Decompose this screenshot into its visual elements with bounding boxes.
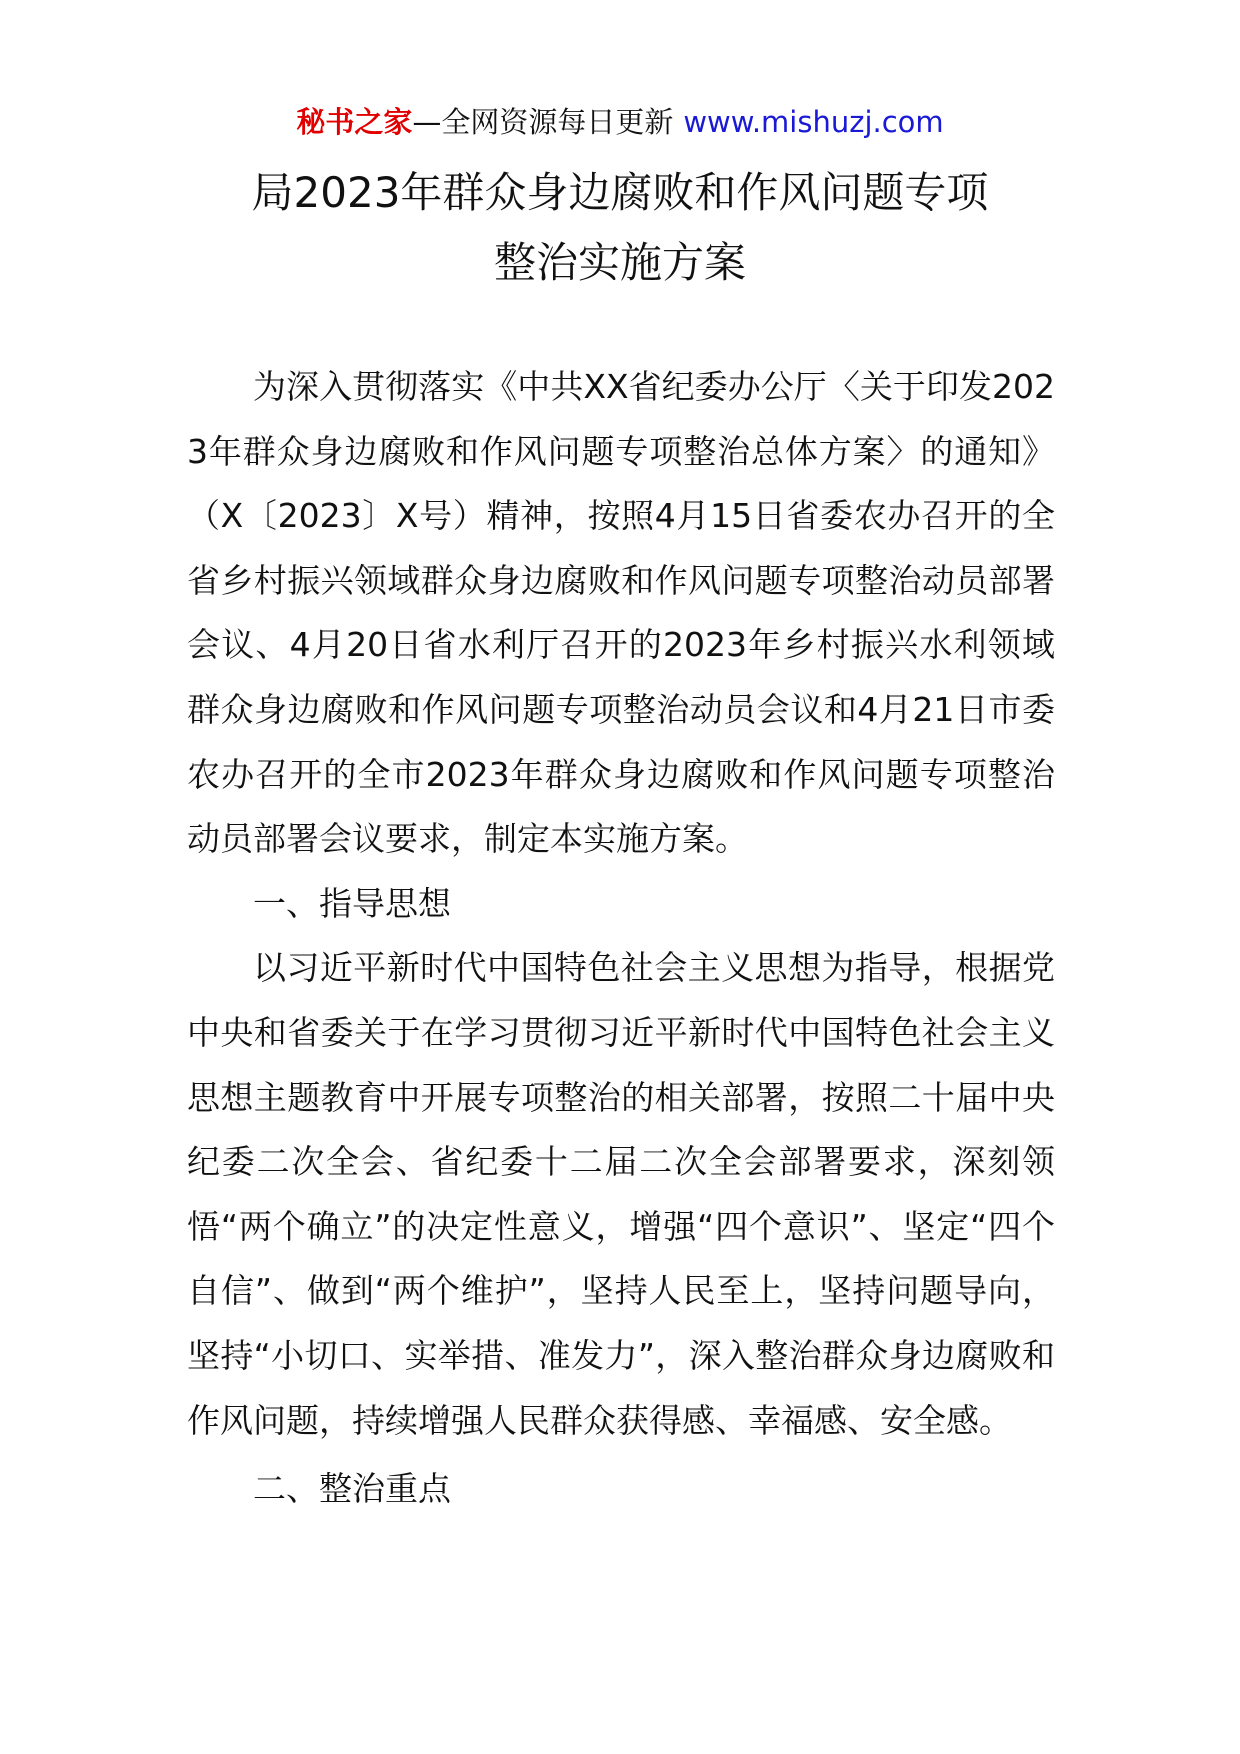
- title-line-2: 整治实施方案: [493, 238, 746, 287]
- document-body: [187, 355, 1055, 1522]
- intro-paragraph: 为深入贯彻落实《中共XX省纪委办公厅〈关于印发2023年群众身边腐败和作风问题专项整治总体方案〉的通知》（X〔2023〕X号）精神，按照4月15日省委农办召开的全省乡村振兴领域群众身边腐败和作风问题专项整治动员部署会议、4月20日省水利厅召开的2023年乡村振兴水利领域群众身边腐败和作风问题专项整治动员会议和4月21日市委农办召开的全市2023年群众身边腐败和作风问题专项整治动员部署会议要求，制定本实施方案。: [187, 367, 1055, 859]
- title-line-1: 局2023年群众身边腐败和作风问题专项: [251, 168, 989, 217]
- site-header: [0, 100, 1240, 144]
- document-title: [120, 158, 1120, 298]
- brand-name: 秘书之家: [296, 105, 413, 139]
- section-heading-rectification-focus: 二、整治重点: [253, 1469, 451, 1509]
- section-heading-guiding-ideology: 一、指导思想: [253, 883, 451, 923]
- header-slogan: —全网资源每日更新: [412, 105, 674, 139]
- guiding-ideology-paragraph: 以习近平新时代中国特色社会主义思想为指导，根据党中央和省委关于在学习贯彻习近平新时代中国特色社会主义思想主题教育中开展专项整治的相关部署，按照二十届中央纪委二次全会、省纪委十二届二次全会部署要求，深刻领悟“两个确立”的决定性意义，增强“四个意识”、坚定“四个自信”、做到“两个维护”，坚持人民至上，坚持问题导向，坚持“小切口、实举措、准发力”，深入整治群众身边腐败和作风问题，持续增强人民群众获得感、幸福感、安全感。: [187, 948, 1055, 1440]
- site-url-link[interactable]: www.mishuzj.com: [683, 105, 944, 139]
